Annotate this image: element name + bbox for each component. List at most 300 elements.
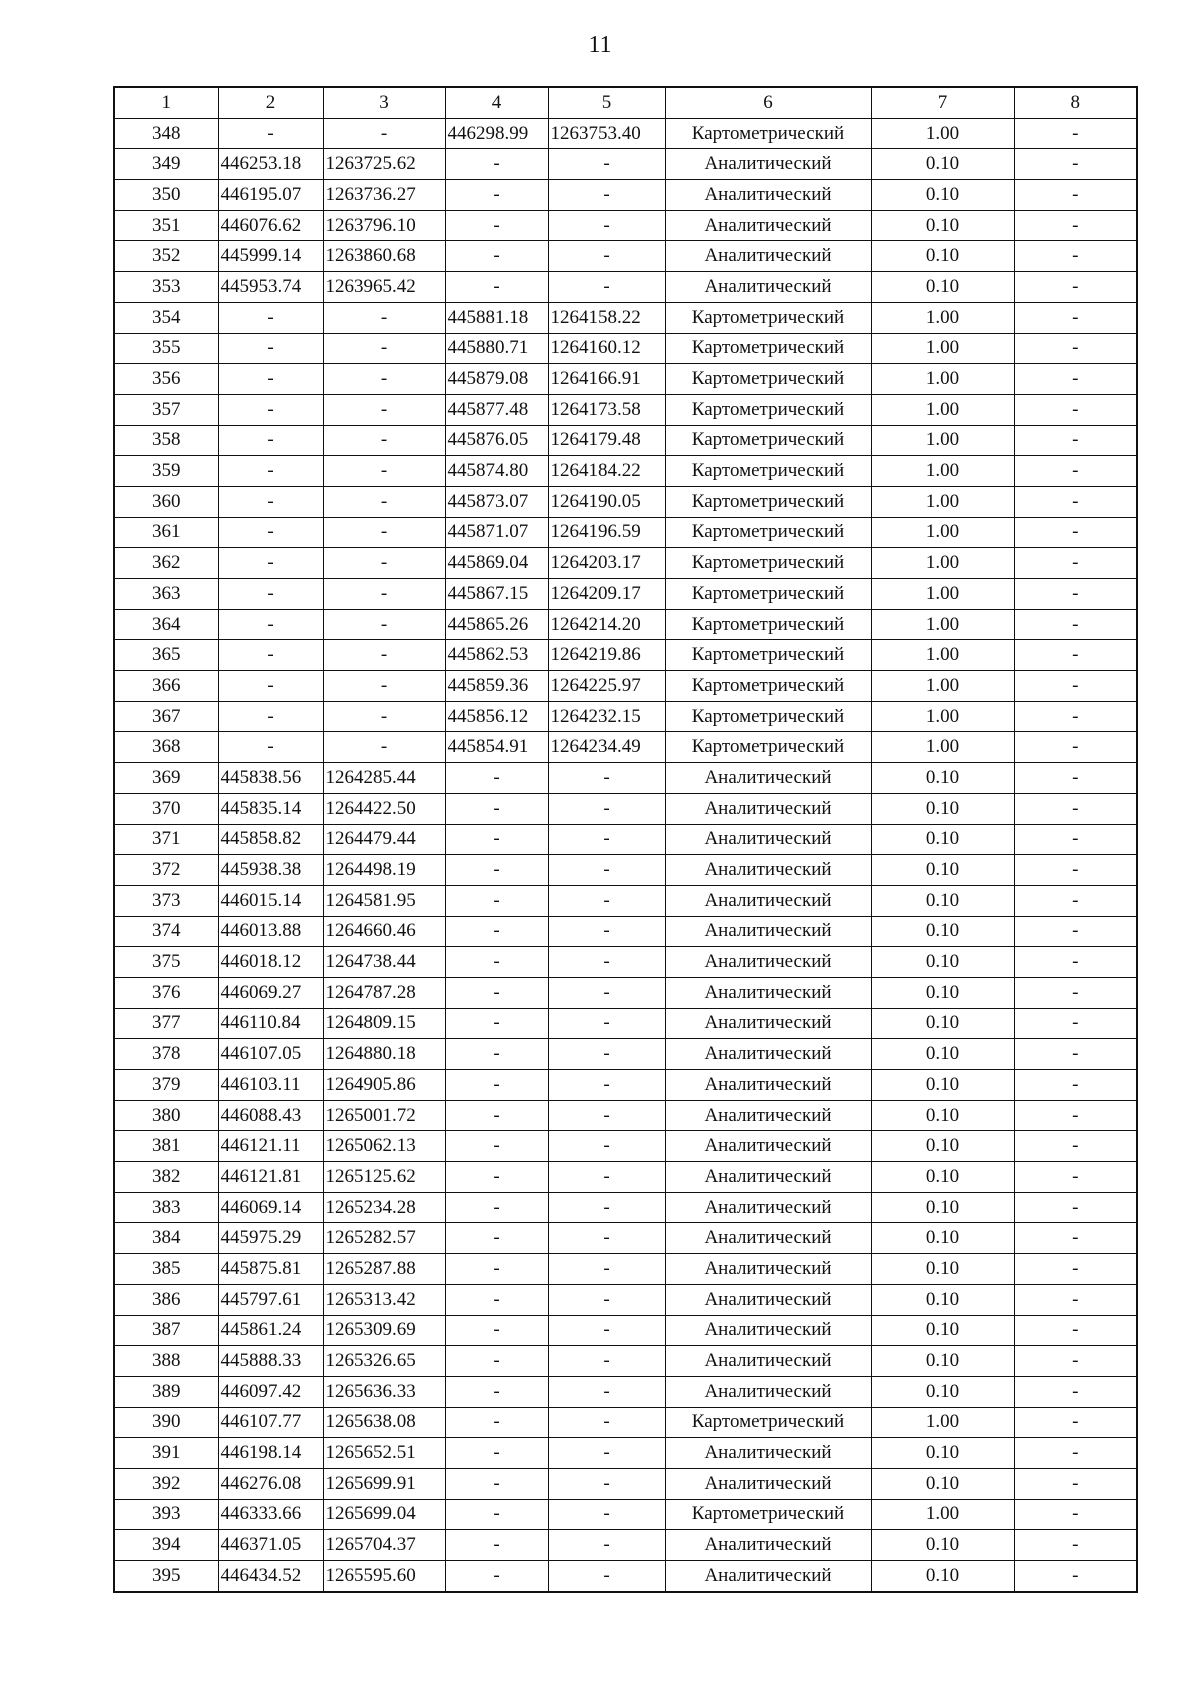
note-cell: - [1014, 1100, 1137, 1131]
y-coordinate-alt-cell: 1263753.40 [548, 118, 665, 149]
method-cell: Аналитический [665, 947, 871, 978]
note-cell: - [1014, 272, 1137, 303]
table-row [114, 1561, 1137, 1592]
method-cell: Картометрический [665, 364, 871, 395]
method-cell: Аналитический [665, 1561, 871, 1592]
table-row [114, 1315, 1137, 1346]
point-number-cell: 356 [114, 364, 218, 395]
method-cell: Аналитический [665, 1376, 871, 1407]
accuracy-cell: 0.10 [871, 1315, 1014, 1346]
method-cell: Аналитический [665, 1223, 871, 1254]
table-row [114, 1530, 1137, 1561]
method-cell: Аналитический [665, 241, 871, 272]
point-number-cell: 359 [114, 456, 218, 487]
point-number-cell: 378 [114, 1039, 218, 1070]
point-number-cell: 364 [114, 609, 218, 640]
note-cell: - [1014, 1499, 1137, 1530]
x-coordinate-cell: - [218, 609, 323, 640]
x-coordinate-alt-cell: - [445, 977, 548, 1008]
table-row [114, 241, 1137, 272]
page-number: 11 [588, 32, 612, 58]
table-row [114, 333, 1137, 364]
y-coordinate-cell: 1265309.69 [323, 1315, 445, 1346]
point-number-cell: 376 [114, 977, 218, 1008]
x-coordinate-alt-cell: 445867.15 [445, 579, 548, 610]
x-coordinate-alt-cell: - [445, 763, 548, 794]
table-row [114, 1223, 1137, 1254]
note-cell: - [1014, 548, 1137, 579]
table-row [114, 609, 1137, 640]
note-cell: - [1014, 763, 1137, 794]
y-coordinate-alt-cell: - [548, 1162, 665, 1193]
x-coordinate-cell: - [218, 671, 323, 702]
x-coordinate-cell: 446434.52 [218, 1561, 323, 1592]
x-coordinate-cell: 446371.05 [218, 1530, 323, 1561]
y-coordinate-alt-cell: - [548, 180, 665, 211]
accuracy-cell: 1.00 [871, 118, 1014, 149]
accuracy-cell: 1.00 [871, 732, 1014, 763]
column-header: 7 [871, 87, 1014, 118]
point-number-cell: 381 [114, 1131, 218, 1162]
x-coordinate-alt-cell: 445881.18 [445, 302, 548, 333]
y-coordinate-alt-cell: 1264166.91 [548, 364, 665, 395]
x-coordinate-alt-cell: - [445, 1468, 548, 1499]
column-header: 2 [218, 87, 323, 118]
x-coordinate-alt-cell: 445871.07 [445, 517, 548, 548]
header-row [114, 87, 1137, 118]
accuracy-cell: 0.10 [871, 1223, 1014, 1254]
x-coordinate-cell: 445797.61 [218, 1284, 323, 1315]
column-header: 6 [665, 87, 871, 118]
method-cell: Аналитический [665, 916, 871, 947]
accuracy-cell: 0.10 [871, 1039, 1014, 1070]
table-row [114, 1284, 1137, 1315]
note-cell: - [1014, 824, 1137, 855]
accuracy-cell: 1.00 [871, 394, 1014, 425]
y-coordinate-alt-cell: - [548, 1192, 665, 1223]
x-coordinate-alt-cell: - [445, 272, 548, 303]
note-cell: - [1014, 793, 1137, 824]
y-coordinate-cell: - [323, 609, 445, 640]
x-coordinate-cell: 445999.14 [218, 241, 323, 272]
y-coordinate-cell: - [323, 425, 445, 456]
x-coordinate-cell: - [218, 425, 323, 456]
y-coordinate-cell: 1264285.44 [323, 763, 445, 794]
x-coordinate-alt-cell: 445874.80 [445, 456, 548, 487]
y-coordinate-cell: - [323, 671, 445, 702]
x-coordinate-alt-cell: - [445, 1254, 548, 1285]
y-coordinate-cell: 1264905.86 [323, 1070, 445, 1101]
note-cell: - [1014, 916, 1137, 947]
note-cell: - [1014, 1039, 1137, 1070]
accuracy-cell: 1.00 [871, 609, 1014, 640]
note-cell: - [1014, 977, 1137, 1008]
accuracy-cell: 0.10 [871, 977, 1014, 1008]
y-coordinate-alt-cell: - [548, 1407, 665, 1438]
accuracy-cell: 0.10 [871, 180, 1014, 211]
point-number-cell: 366 [114, 671, 218, 702]
y-coordinate-alt-cell: - [548, 1254, 665, 1285]
point-number-cell: 362 [114, 548, 218, 579]
accuracy-cell: 0.10 [871, 793, 1014, 824]
x-coordinate-cell: - [218, 394, 323, 425]
accuracy-cell: 0.10 [871, 1162, 1014, 1193]
x-coordinate-cell: 446097.42 [218, 1376, 323, 1407]
y-coordinate-cell: 1263736.27 [323, 180, 445, 211]
y-coordinate-alt-cell: - [548, 1438, 665, 1469]
x-coordinate-alt-cell: 445879.08 [445, 364, 548, 395]
x-coordinate-cell: 445858.82 [218, 824, 323, 855]
note-cell: - [1014, 1468, 1137, 1499]
x-coordinate-alt-cell: - [445, 1438, 548, 1469]
x-coordinate-cell: 446013.88 [218, 916, 323, 947]
x-coordinate-cell: 445835.14 [218, 793, 323, 824]
x-coordinate-alt-cell: 445854.91 [445, 732, 548, 763]
accuracy-cell: 1.00 [871, 333, 1014, 364]
y-coordinate-cell: - [323, 701, 445, 732]
method-cell: Картометрический [665, 609, 871, 640]
y-coordinate-cell: 1265234.28 [323, 1192, 445, 1223]
note-cell: - [1014, 425, 1137, 456]
x-coordinate-alt-cell: - [445, 1407, 548, 1438]
x-coordinate-alt-cell: - [445, 1192, 548, 1223]
table-row [114, 732, 1137, 763]
x-coordinate-cell: - [218, 333, 323, 364]
method-cell: Аналитический [665, 1039, 871, 1070]
method-cell: Картометрический [665, 456, 871, 487]
table-row [114, 579, 1137, 610]
note-cell: - [1014, 364, 1137, 395]
point-number-cell: 351 [114, 210, 218, 241]
y-coordinate-alt-cell: - [548, 1530, 665, 1561]
accuracy-cell: 0.10 [871, 1131, 1014, 1162]
accuracy-cell: 0.10 [871, 1530, 1014, 1561]
method-cell: Аналитический [665, 1070, 871, 1101]
method-cell: Аналитический [665, 793, 871, 824]
note-cell: - [1014, 149, 1137, 180]
table-row [114, 118, 1137, 149]
point-number-cell: 368 [114, 732, 218, 763]
point-number-cell: 367 [114, 701, 218, 732]
x-coordinate-alt-cell: - [445, 1039, 548, 1070]
y-coordinate-cell: - [323, 456, 445, 487]
accuracy-cell: 0.10 [871, 1284, 1014, 1315]
y-coordinate-cell: - [323, 333, 445, 364]
point-number-cell: 354 [114, 302, 218, 333]
y-coordinate-alt-cell: - [548, 149, 665, 180]
y-coordinate-alt-cell: - [548, 916, 665, 947]
method-cell: Аналитический [665, 272, 871, 303]
method-cell: Картометрический [665, 1407, 871, 1438]
table-row [114, 1376, 1137, 1407]
y-coordinate-cell: - [323, 486, 445, 517]
accuracy-cell: 0.10 [871, 1468, 1014, 1499]
y-coordinate-alt-cell: - [548, 1039, 665, 1070]
table-row [114, 1100, 1137, 1131]
x-coordinate-cell: - [218, 302, 323, 333]
y-coordinate-cell: 1265062.13 [323, 1131, 445, 1162]
accuracy-cell: 0.10 [871, 210, 1014, 241]
y-coordinate-cell: 1265636.33 [323, 1376, 445, 1407]
table-row [114, 947, 1137, 978]
method-cell: Аналитический [665, 1468, 871, 1499]
table-body [114, 118, 1137, 1592]
accuracy-cell: 0.10 [871, 1376, 1014, 1407]
note-cell: - [1014, 180, 1137, 211]
point-number-cell: 365 [114, 640, 218, 671]
table-row [114, 793, 1137, 824]
method-cell: Картометрический [665, 118, 871, 149]
method-cell: Картометрический [665, 671, 871, 702]
x-coordinate-alt-cell: 445856.12 [445, 701, 548, 732]
point-number-cell: 389 [114, 1376, 218, 1407]
method-cell: Картометрический [665, 517, 871, 548]
y-coordinate-alt-cell: - [548, 885, 665, 916]
note-cell: - [1014, 486, 1137, 517]
accuracy-cell: 1.00 [871, 701, 1014, 732]
x-coordinate-cell: 445938.38 [218, 855, 323, 886]
x-coordinate-alt-cell: 445880.71 [445, 333, 548, 364]
x-coordinate-cell: 446195.07 [218, 180, 323, 211]
note-cell: - [1014, 333, 1137, 364]
x-coordinate-cell: - [218, 118, 323, 149]
table-row [114, 1008, 1137, 1039]
x-coordinate-cell: 445975.29 [218, 1223, 323, 1254]
y-coordinate-alt-cell: - [548, 824, 665, 855]
y-coordinate-cell: - [323, 548, 445, 579]
x-coordinate-alt-cell: - [445, 1284, 548, 1315]
y-coordinate-cell: 1265704.37 [323, 1530, 445, 1561]
point-number-cell: 353 [114, 272, 218, 303]
table-row [114, 763, 1137, 794]
x-coordinate-alt-cell: - [445, 1561, 548, 1592]
point-number-cell: 370 [114, 793, 218, 824]
point-number-cell: 363 [114, 579, 218, 610]
x-coordinate-alt-cell: 446298.99 [445, 118, 548, 149]
y-coordinate-cell: 1265652.51 [323, 1438, 445, 1469]
x-coordinate-alt-cell: - [445, 1223, 548, 1254]
table-row [114, 1162, 1137, 1193]
note-cell: - [1014, 118, 1137, 149]
point-number-cell: 352 [114, 241, 218, 272]
method-cell: Картометрический [665, 302, 871, 333]
point-number-cell: 388 [114, 1346, 218, 1377]
y-coordinate-cell: 1265313.42 [323, 1284, 445, 1315]
table-row [114, 486, 1137, 517]
table-row [114, 1346, 1137, 1377]
x-coordinate-cell: 446107.05 [218, 1039, 323, 1070]
x-coordinate-alt-cell: 445877.48 [445, 394, 548, 425]
note-cell: - [1014, 241, 1137, 272]
y-coordinate-cell: 1264880.18 [323, 1039, 445, 1070]
method-cell: Аналитический [665, 885, 871, 916]
x-coordinate-alt-cell: - [445, 1530, 548, 1561]
table-row [114, 977, 1137, 1008]
accuracy-cell: 0.10 [871, 1561, 1014, 1592]
y-coordinate-alt-cell: 1264214.20 [548, 609, 665, 640]
point-number-cell: 350 [114, 180, 218, 211]
method-cell: Картометрический [665, 579, 871, 610]
x-coordinate-cell: 445838.56 [218, 763, 323, 794]
x-coordinate-alt-cell: - [445, 149, 548, 180]
table-row [114, 701, 1137, 732]
accuracy-cell: 0.10 [871, 1070, 1014, 1101]
accuracy-cell: 0.10 [871, 885, 1014, 916]
x-coordinate-alt-cell: - [445, 241, 548, 272]
note-cell: - [1014, 1438, 1137, 1469]
method-cell: Аналитический [665, 1530, 871, 1561]
y-coordinate-cell: 1265125.62 [323, 1162, 445, 1193]
point-number-cell: 377 [114, 1008, 218, 1039]
y-coordinate-alt-cell: - [548, 241, 665, 272]
note-cell: - [1014, 456, 1137, 487]
table-row [114, 916, 1137, 947]
y-coordinate-cell: - [323, 302, 445, 333]
method-cell: Аналитический [665, 210, 871, 241]
accuracy-cell: 1.00 [871, 640, 1014, 671]
accuracy-cell: 1.00 [871, 671, 1014, 702]
x-coordinate-cell: 446276.08 [218, 1468, 323, 1499]
x-coordinate-cell: 445861.24 [218, 1315, 323, 1346]
x-coordinate-cell: - [218, 517, 323, 548]
point-number-cell: 379 [114, 1070, 218, 1101]
y-coordinate-alt-cell: - [548, 793, 665, 824]
table-row [114, 548, 1137, 579]
method-cell: Аналитический [665, 763, 871, 794]
y-coordinate-cell: - [323, 579, 445, 610]
x-coordinate-cell: - [218, 486, 323, 517]
accuracy-cell: 0.10 [871, 947, 1014, 978]
accuracy-cell: 0.10 [871, 1100, 1014, 1131]
point-number-cell: 394 [114, 1530, 218, 1561]
y-coordinate-cell: - [323, 364, 445, 395]
table-row [114, 272, 1137, 303]
accuracy-cell: 1.00 [871, 1499, 1014, 1530]
y-coordinate-alt-cell: - [548, 855, 665, 886]
y-coordinate-alt-cell: 1264232.15 [548, 701, 665, 732]
note-cell: - [1014, 1131, 1137, 1162]
table-row [114, 1254, 1137, 1285]
y-coordinate-alt-cell: - [548, 947, 665, 978]
y-coordinate-alt-cell: - [548, 210, 665, 241]
y-coordinate-alt-cell: 1264173.58 [548, 394, 665, 425]
x-coordinate-alt-cell: 445869.04 [445, 548, 548, 579]
accuracy-cell: 0.10 [871, 1346, 1014, 1377]
method-cell: Аналитический [665, 977, 871, 1008]
y-coordinate-cell: 1265287.88 [323, 1254, 445, 1285]
x-coordinate-alt-cell: - [445, 1162, 548, 1193]
accuracy-cell: 0.10 [871, 272, 1014, 303]
point-number-cell: 375 [114, 947, 218, 978]
method-cell: Аналитический [665, 1100, 871, 1131]
x-coordinate-alt-cell: - [445, 1100, 548, 1131]
x-coordinate-cell: 446018.12 [218, 947, 323, 978]
y-coordinate-cell: 1264581.95 [323, 885, 445, 916]
method-cell: Аналитический [665, 180, 871, 211]
y-coordinate-cell: 1263796.10 [323, 210, 445, 241]
method-cell: Аналитический [665, 1008, 871, 1039]
y-coordinate-cell: - [323, 517, 445, 548]
accuracy-cell: 0.10 [871, 1192, 1014, 1223]
method-cell: Картометрический [665, 394, 871, 425]
accuracy-cell: 1.00 [871, 456, 1014, 487]
method-cell: Аналитический [665, 1131, 871, 1162]
x-coordinate-cell: - [218, 701, 323, 732]
method-cell: Аналитический [665, 1162, 871, 1193]
point-number-cell: 371 [114, 824, 218, 855]
table-row [114, 394, 1137, 425]
table-row [114, 1070, 1137, 1101]
column-header: 5 [548, 87, 665, 118]
point-number-cell: 383 [114, 1192, 218, 1223]
point-number-cell: 357 [114, 394, 218, 425]
y-coordinate-cell: 1263965.42 [323, 272, 445, 303]
note-cell: - [1014, 1223, 1137, 1254]
y-coordinate-cell: 1264422.50 [323, 793, 445, 824]
x-coordinate-alt-cell: 445865.26 [445, 609, 548, 640]
method-cell: Аналитический [665, 1438, 871, 1469]
accuracy-cell: 1.00 [871, 579, 1014, 610]
x-coordinate-alt-cell: 445859.36 [445, 671, 548, 702]
y-coordinate-cell: 1265595.60 [323, 1561, 445, 1592]
note-cell: - [1014, 1530, 1137, 1561]
y-coordinate-alt-cell: 1264160.12 [548, 333, 665, 364]
accuracy-cell: 1.00 [871, 517, 1014, 548]
method-cell: Аналитический [665, 824, 871, 855]
x-coordinate-alt-cell: - [445, 1376, 548, 1407]
method-cell: Аналитический [665, 1284, 871, 1315]
accuracy-cell: 1.00 [871, 302, 1014, 333]
note-cell: - [1014, 302, 1137, 333]
x-coordinate-cell: 446103.11 [218, 1070, 323, 1101]
point-number-cell: 382 [114, 1162, 218, 1193]
x-coordinate-alt-cell: - [445, 824, 548, 855]
note-cell: - [1014, 1561, 1137, 1592]
x-coordinate-cell: 446076.62 [218, 210, 323, 241]
method-cell: Картометрический [665, 732, 871, 763]
y-coordinate-alt-cell: 1264219.86 [548, 640, 665, 671]
note-cell: - [1014, 1192, 1137, 1223]
note-cell: - [1014, 579, 1137, 610]
point-number-cell: 358 [114, 425, 218, 456]
point-number-cell: 373 [114, 885, 218, 916]
x-coordinate-cell: 446088.43 [218, 1100, 323, 1131]
method-cell: Картометрический [665, 548, 871, 579]
y-coordinate-cell: 1264660.46 [323, 916, 445, 947]
y-coordinate-alt-cell: - [548, 1100, 665, 1131]
accuracy-cell: 0.10 [871, 1008, 1014, 1039]
x-coordinate-cell: 446121.81 [218, 1162, 323, 1193]
point-number-cell: 369 [114, 763, 218, 794]
y-coordinate-alt-cell: - [548, 1070, 665, 1101]
method-cell: Картометрический [665, 640, 871, 671]
x-coordinate-cell: - [218, 579, 323, 610]
note-cell: - [1014, 885, 1137, 916]
x-coordinate-cell: - [218, 640, 323, 671]
x-coordinate-alt-cell: - [445, 1070, 548, 1101]
note-cell: - [1014, 1254, 1137, 1285]
column-header: 4 [445, 87, 548, 118]
x-coordinate-cell: 446069.14 [218, 1192, 323, 1223]
y-coordinate-alt-cell: - [548, 1284, 665, 1315]
accuracy-cell: 0.10 [871, 149, 1014, 180]
point-number-cell: 384 [114, 1223, 218, 1254]
point-number-cell: 349 [114, 149, 218, 180]
y-coordinate-alt-cell: - [548, 1561, 665, 1592]
note-cell: - [1014, 1162, 1137, 1193]
note-cell: - [1014, 671, 1137, 702]
table-row [114, 1438, 1137, 1469]
